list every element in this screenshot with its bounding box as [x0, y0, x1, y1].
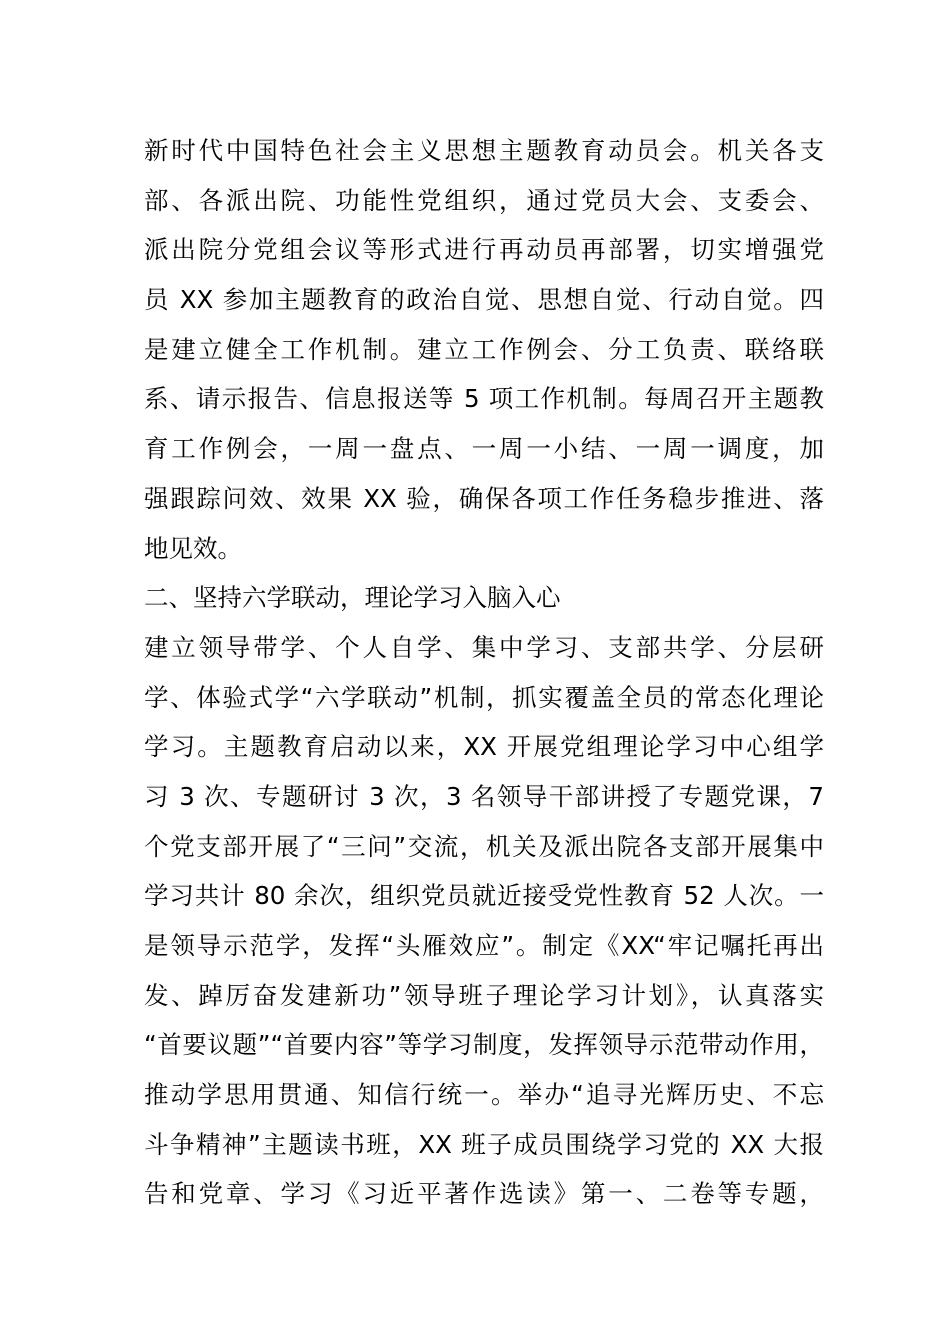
text-line: 新时代中国特色社会主义思想主题教育动员会。机关各支: [144, 136, 824, 165]
text-line: 系、请示报告、信息报送等 5 项工作机制。每周召开主题教: [144, 384, 824, 414]
text-line: 地见效。: [144, 533, 242, 563]
text-line: 派出院分党组会议等形式进行再动员再部署，切实增强党: [144, 235, 824, 265]
text-line: 是领导示范学，发挥“头雁效应”。制定《XX“牢记嘱托再出: [144, 931, 824, 960]
text-line: 育工作例会，一周一盘点、一周一小结、一周一调度，加: [144, 434, 824, 464]
text-line: 学习共计 80 余次，组织党员就近接受党性教育 52 人次。一: [144, 881, 824, 911]
text-line: 是建立健全工作机制。建立工作例会、分工负责、联络联: [144, 334, 824, 364]
text-line: 习 3 次、专题研讨 3 次，3 名领导干部讲授了专题党课，7: [144, 781, 824, 811]
text-line: 强跟踪问效、效果 XX 验，确保各项工作任务稳步推进、落: [144, 483, 824, 513]
text-line: 部、各派出院、功能性党组织，通过党员大会、支委会、: [144, 185, 824, 215]
text-line: 学、体验式学“六学联动”机制，抓实覆盖全员的常态化理论: [144, 682, 824, 712]
text-line: “首要议题”“首要内容”等学习制度，发挥领导示范带动作用，: [144, 1030, 824, 1060]
text-line: 推动学思用贯通、知信行统一。举办“追寻光辉历史、不忘: [144, 1080, 824, 1110]
text-line: 学习。主题教育启动以来，XX 开展党组理论学习中心组学: [144, 732, 824, 762]
text-line: 发、踔厉奋发建新功”领导班子理论学习计划》，认真落实: [144, 980, 824, 1010]
text-line: 建立领导带学、个人自学、集中学习、支部共学、分层研: [144, 632, 824, 662]
section-heading: 二、坚持六学联动，理论学习入脑入心: [144, 583, 561, 613]
text-line: 员 XX 参加主题教育的政治自觉、思想自觉、行动自觉。四: [144, 285, 824, 315]
text-line: 斗争精神”主题读书班，XX 班子成员围绕学习党的 XX 大报: [144, 1129, 824, 1159]
document-body: [144, 126, 824, 1219]
text-line: 个党支部开展了“三问”交流，机关及派出院各支部开展集中: [144, 831, 824, 861]
text-line: 告和党章、学习《习近平著作选读》第一、二卷等专题，: [144, 1179, 824, 1209]
